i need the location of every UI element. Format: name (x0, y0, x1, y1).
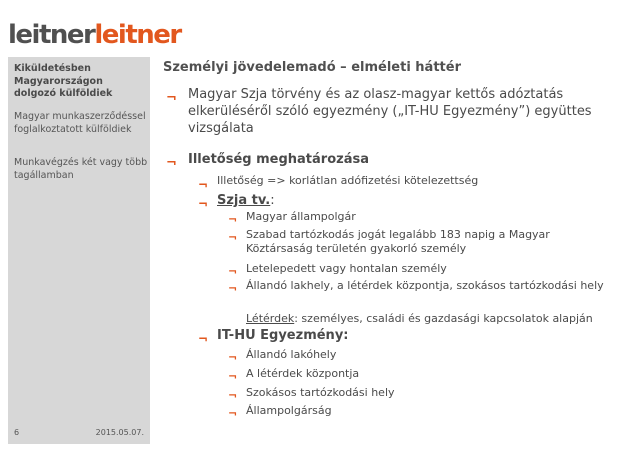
bullet-marker: ¬ (228, 213, 238, 226)
slide-date: 2015.05.07. (95, 427, 144, 437)
company-logo (8, 22, 181, 48)
szja-item: Szabad tartózkodás jogát legalább 183 napig a Magyar Köztársaság területén gyakorló személy (246, 228, 550, 255)
bullet-marker: ¬ (228, 351, 238, 364)
slide-title: Személyi jövedelemadó – elméleti háttér (163, 60, 461, 75)
letererdek-note (246, 312, 593, 326)
bullet-marker: ¬ (228, 231, 238, 244)
sidebar-section-expats: Kiküldetésben Magyarországon dolgozó külföldiek (14, 63, 113, 99)
bullet-marker: ¬ (166, 156, 177, 171)
szja-heading-suffix: : (270, 193, 275, 208)
bullet-marker: ¬ (198, 178, 209, 192)
intro-text: Magyar Szja törvény és az olasz-magyar kettős adóztatás elkerüléséről szóló egyezmény („IT-HU Egyezmény”) együttes vizsgálata (188, 87, 592, 136)
ithu-item: Szokásos tartózkodási hely (246, 386, 395, 399)
bullet-marker: ¬ (198, 332, 209, 346)
sidebar-footer (14, 427, 144, 440)
szja-item: Magyar állampolgár (246, 210, 356, 223)
bullet-marker: ¬ (166, 91, 177, 106)
sidebar (8, 57, 150, 444)
logo-part-orange: leitner (94, 20, 181, 50)
ithu-item: Állandó lakóhely (246, 348, 337, 361)
sidebar-section-local-contract: Magyar munkaszerződéssel foglalkoztatott külföldiek (14, 111, 146, 135)
szja-heading (217, 192, 275, 209)
szja-item: Letelepedett vagy hontalan személy (246, 262, 447, 275)
bullet-marker: ¬ (228, 389, 238, 402)
ithu-heading: IT-HU Egyezmény: (217, 328, 349, 343)
letererdek-text: : személyes, családi és gazdasági kapcsolatok alapján (294, 312, 593, 325)
szja-heading-label: Szja tv. (217, 193, 271, 208)
szja-item: Állandó lakhely, a létérdek központja, szokásos tartózkodási hely (246, 279, 604, 292)
residency-heading: Illetőség meghatározása (188, 152, 369, 167)
logo-part-grey: leitner (8, 20, 95, 50)
page-number: 6 (14, 427, 20, 437)
bullet-marker: ¬ (228, 282, 238, 295)
residency-definition: Illetőség => korlátlan adófizetési kötelezettség (217, 174, 479, 187)
bullet-marker: ¬ (228, 407, 238, 420)
sidebar-section-multi-state: Munkavégzés két vagy több tagállamban (14, 157, 148, 181)
letererdek-term: Létérdek (246, 312, 295, 325)
ithu-item: A létérdek központja (246, 367, 360, 380)
ithu-item: Állampolgárság (246, 404, 332, 417)
bullet-marker: ¬ (198, 197, 209, 211)
bullet-marker: ¬ (228, 370, 238, 383)
bullet-marker: ¬ (228, 265, 238, 278)
